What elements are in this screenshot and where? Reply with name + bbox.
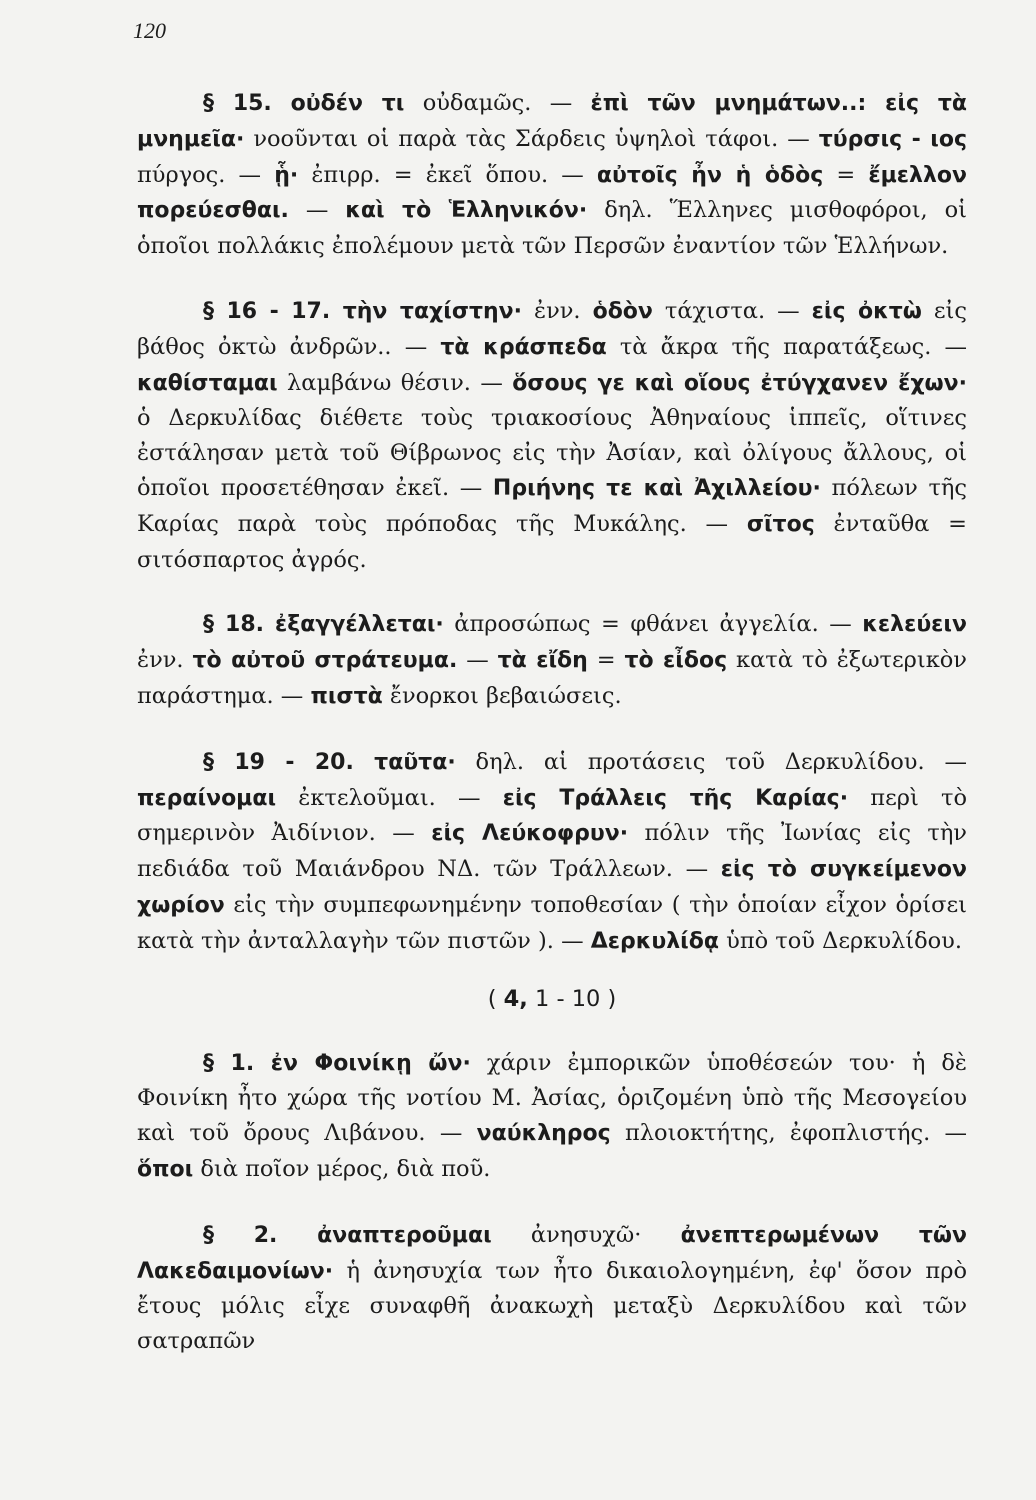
lemma-term: εἰς τὸ συγκείμενον χωρίον: [137, 857, 967, 918]
commentary-paragraph: [137, 607, 967, 714]
gloss-text: νοοῦνται οἱ παρὰ τὰς Σάρδεις ὑψηλοὶ τάφοι. —: [244, 125, 819, 152]
lemma-term: τύρσις - ιος: [818, 126, 967, 152]
lemma-term: § 15. οὐδέν τι: [203, 91, 405, 116]
page-number: 120: [133, 18, 166, 43]
gloss-text: ἔνορκοι βεβαιώσεις.: [382, 682, 622, 709]
lemma-term: ἐπὶ τῶν μνημάτων..: εἰς τὰ μνημεῖα·: [137, 91, 967, 152]
paragraphs-after: [137, 1046, 967, 1359]
gloss-text: διὰ ποῖον μέρος, διὰ ποῦ.: [193, 1155, 491, 1182]
commentary-text: [137, 86, 967, 1389]
lemma-term: τὸ αὐτοῦ στράτευμα.: [192, 648, 458, 674]
commentary-paragraph: [137, 86, 967, 264]
lemma-term: ὁδὸν: [592, 298, 653, 324]
gloss-text: πόλεων τῆς Καρίας παρὰ τοὺς πρόποδας τῆς Μυκάλης. —: [137, 474, 967, 537]
commentary-paragraph: [137, 1046, 967, 1188]
lemma-term: ᾗ·: [274, 162, 299, 188]
gloss-text: οὐδαμῶς. —: [404, 90, 591, 116]
commentary-paragraph: [137, 1218, 967, 1359]
gloss-text: λαμβάνω θέσιν. —: [277, 369, 513, 396]
lemma-term: καὶ τὸ Ἑλληνικόν·: [345, 198, 588, 224]
gloss-text: πύργος. —: [137, 161, 275, 188]
gloss-text: ὁ Δερκυλίδας διέθετε τοὺς τριακοσίους Ἀθηναίους ἱππεῖς, οἵτινες ἐστάλησαν μετὰ τοῦ Θίβρωνος εἰς τὴν Ἀσίαν, καὶ ὀλίγους ἄλλους, οἱ ὁποῖοι προσετέθησαν ἐκεῖ. —: [137, 405, 967, 501]
gloss-text: ἐκτελοῦμαι. —: [276, 784, 503, 811]
lemma-term: ἔμελλον πορεύεσθαι.: [137, 162, 967, 224]
gloss-text: χάριν ἐμπορικῶν ὑποθέσεών του· ἡ δὲ Φοινίκη ἦτο χώρα τῆς νοτίου Μ. Ἀσίας, ὁριζομένη ὑπὸ τῆς Μεσογείου καὶ τοῦ ὄρους Λιβάνου. —: [137, 1049, 967, 1147]
lemma-term: περαίνομαι: [137, 785, 277, 811]
lemma-term: σῖτος: [746, 511, 815, 537]
gloss-text: πόλιν τῆς Ἰωνίας εἰς τὴν πεδιάδα τοῦ Μαιάνδρου ΝΔ. τῶν Τράλλεων. —: [137, 820, 967, 883]
lemma-term: § 2. ἀναπτεροῦμαι: [203, 1222, 492, 1248]
gloss-text: —: [288, 197, 346, 224]
gloss-text: περὶ τὸ σημερινὸν Ἀιδίνιον. —: [137, 784, 967, 847]
gloss-text: τάχιστα. —: [652, 297, 812, 324]
commentary-paragraph: [137, 294, 967, 577]
gloss-text: ἡ ἀνησυχία των ἦτο δικαιολογημένη, ἐφ' ὅσον πρὸ ἔτους μόλις εἶχε συναφθῆ ἀνακωχὴ μεταξὺ Δερκυλίδου καὶ τῶν σατραπῶν: [137, 1257, 967, 1355]
lemma-term: εἰς ὀκτὼ: [811, 298, 922, 324]
lemma-term: τὰ κράσπεδα: [440, 334, 607, 360]
lemma-term: Δερκυλίδᾳ: [590, 928, 719, 954]
lemma-term: Πριήνης τε καὶ Ἀχιλλείου·: [492, 475, 821, 501]
lemma-term: ὅσους γε καὶ οἵους ἐτύγχανεν ἔχων·: [512, 370, 967, 396]
lemma-term: ἀνεπτερωμένων τῶν Λακεδαιμονίων·: [137, 1222, 967, 1284]
gloss-text: εἰς βάθος ὀκτὼ ἀνδρῶν.. —: [137, 297, 967, 360]
section-heading: ( 4, 1 - 10 ): [487, 985, 617, 1012]
gloss-text: τὰ ἄκρα τῆς παρατάξεως. —: [606, 333, 967, 360]
commentary-paragraph: [137, 745, 967, 960]
lemma-term: καθίσταμαι: [137, 370, 278, 396]
lemma-term: εἰς Τράλλεις τῆς Καρίας·: [502, 785, 849, 811]
lemma-term: αὐτοῖς ἦν ἡ ὁδὸς: [596, 162, 824, 188]
lemma-term: τὰ εἴδη: [497, 648, 588, 674]
section-heading-number: 4,: [503, 985, 528, 1012]
lemma-term: πιστὰ: [310, 683, 383, 709]
section-heading-range: 1 - 10: [527, 985, 608, 1012]
gloss-text: κατὰ τὸ ἐξωτερικὸν παράστημα. —: [137, 647, 967, 709]
gloss-text: ὑπὸ τοῦ Δερκυλίδου.: [718, 927, 963, 954]
gloss-text: =: [823, 161, 869, 188]
gloss-text: εἰς τὴν συμπεφωνημένην τοποθεσίαν ( τὴν ὁποίαν εἶχον ὁρίσει κατὰ τὴν ἀνταλλαγὴν τῶν πιστῶν ). —: [137, 891, 967, 954]
lemma-term: § 1. ἐν Φοινίκῃ ὤν·: [203, 1050, 471, 1076]
paragraphs-before: [137, 86, 967, 960]
lemma-term: τὸ εἶδος: [624, 648, 728, 674]
gloss-text: ἐνν.: [522, 297, 593, 324]
gloss-text: πλοιοκτήτης, ἐφοπλιστής. —: [610, 1120, 968, 1147]
lemma-term: κελεύειν: [862, 612, 967, 638]
gloss-text: δηλ. Ἕλληνες μισθοφόροι, οἱ ὁποῖοι πολλάκις ἐπολέμουν μετὰ τῶν Περσῶν ἐναντίον τῶν Ἑλλήνων.: [137, 197, 967, 260]
lemma-term: ὅποι: [137, 1156, 194, 1182]
gloss-text: δηλ. αἱ προτάσεις τοῦ Δερκυλίδου. —: [455, 748, 967, 775]
gloss-text: ἐπιρρ. = ἐκεῖ ὅπου. —: [298, 161, 597, 188]
gloss-text: ἐνν.: [137, 647, 193, 674]
gloss-text: =: [587, 647, 625, 674]
lemma-term: εἰς Λεύκοφρυν·: [431, 821, 629, 847]
lemma-term: ναύκληρος: [476, 1121, 611, 1147]
lemma-term: § 19 - 20. ταῦτα·: [203, 749, 456, 775]
gloss-text: ἀνησυχῶ·: [491, 1221, 681, 1248]
gloss-text: ἀπροσώπως = φθάνει ἀγγελία. —: [443, 611, 863, 638]
lemma-term: § 16 - 17. τὴν ταχίστην·: [203, 298, 522, 324]
gloss-text: ἐνταῦθα = σιτόσπαρτος ἀγρός.: [137, 510, 968, 573]
lemma-term: § 18. ἐξαγγέλλεται·: [203, 612, 444, 638]
gloss-text: —: [457, 647, 498, 674]
